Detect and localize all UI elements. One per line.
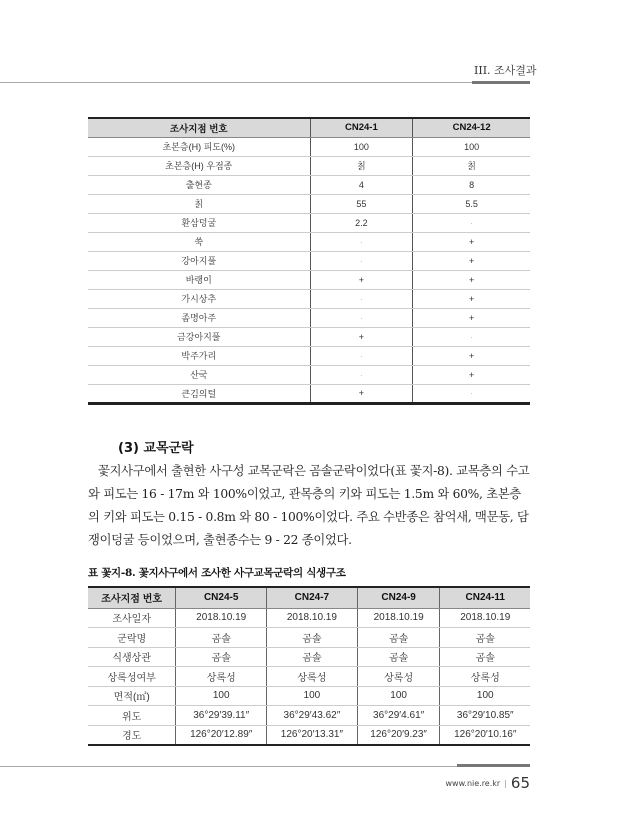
table-cell: + <box>310 384 413 403</box>
table-row <box>88 270 530 289</box>
table-cell: 55 <box>310 194 413 213</box>
table-cell: · <box>310 365 413 384</box>
table-cell: + <box>310 327 413 346</box>
header-rule-accent <box>472 81 530 84</box>
table-row <box>88 156 530 175</box>
row-label: 가시상추 <box>88 289 310 308</box>
table-row <box>88 308 530 327</box>
column-header: CN24-1 <box>310 118 413 137</box>
table-row <box>88 608 530 628</box>
table-caption: 표 꽃지-8. 꽃지사구에서 조사한 사구교목군락의 식생구조 <box>88 567 346 579</box>
table-row <box>88 289 530 308</box>
table-cell: 126°20′9.23″ <box>357 725 440 745</box>
table-cell: · <box>310 308 413 327</box>
table-cell: 4 <box>310 175 413 194</box>
row-label: 경도 <box>88 725 176 745</box>
column-header: CN24-9 <box>357 587 440 608</box>
table-cell: 2.2 <box>310 213 413 232</box>
table-row <box>88 194 530 213</box>
column-header: CN24-7 <box>267 587 358 608</box>
table-row <box>88 175 530 194</box>
table-header-row <box>88 587 530 608</box>
table-cell: 36°29′4.61″ <box>357 706 440 726</box>
column-header: CN24-5 <box>176 587 267 608</box>
table-cell: + <box>413 270 530 289</box>
footer-separator: | <box>504 778 507 788</box>
table-cell: + <box>413 346 530 365</box>
table-cell: 곰솔 <box>440 647 530 667</box>
table-cell: 36°29′10.85″ <box>440 706 530 726</box>
table-cell: · <box>413 327 530 346</box>
row-label: 바랭이 <box>88 270 310 289</box>
row-label: 금강아지풀 <box>88 327 310 346</box>
table-cell: · <box>310 251 413 270</box>
table-cell: 2018.10.19 <box>267 608 358 628</box>
table-cell: 상록성 <box>267 667 358 687</box>
table-cell: 100 <box>310 137 413 156</box>
table-cell: 2018.10.19 <box>176 608 267 628</box>
table-cell: + <box>413 289 530 308</box>
header-rule <box>0 82 530 83</box>
table-cell: + <box>310 270 413 289</box>
table-row <box>88 647 530 667</box>
table-row <box>88 667 530 687</box>
table-cell: 상록성 <box>357 667 440 687</box>
table-cell: 곰솔 <box>267 647 358 667</box>
table-cell: 곰솔 <box>267 628 358 648</box>
column-header: CN24-11 <box>440 587 530 608</box>
row-label: 식생상관 <box>88 647 176 667</box>
table-cell: 5.5 <box>413 194 530 213</box>
table-cell: 8 <box>413 175 530 194</box>
table-row <box>88 327 530 346</box>
row-label: 초본층(H) 우점종 <box>88 156 310 175</box>
table-cell: 곰솔 <box>440 628 530 648</box>
table-cell: 36°29′43.62″ <box>267 706 358 726</box>
table-cell: 칡 <box>310 156 413 175</box>
table-cell: · <box>310 232 413 251</box>
tree-community-table <box>88 586 530 746</box>
row-label: 초본층(H) 피도(%) <box>88 137 310 156</box>
table-cell: 곰솔 <box>357 647 440 667</box>
table-cell: + <box>413 232 530 251</box>
column-header: 조사지점 번호 <box>88 118 310 137</box>
row-label: 위도 <box>88 706 176 726</box>
table-cell: 100 <box>267 686 358 706</box>
column-header: CN24-12 <box>413 118 530 137</box>
table-cell: 상록성 <box>176 667 267 687</box>
page-number: 65 <box>510 774 530 792</box>
table-cell: · <box>310 289 413 308</box>
table-row <box>88 213 530 232</box>
footer-rule <box>0 766 530 767</box>
row-label: 쑥 <box>88 232 310 251</box>
table-row <box>88 706 530 726</box>
table-cell: 칡 <box>413 156 530 175</box>
table-row <box>88 384 530 403</box>
table-cell: 곰솔 <box>176 647 267 667</box>
table-row <box>88 346 530 365</box>
table-cell: 곰솔 <box>357 628 440 648</box>
table-cell: · <box>413 213 530 232</box>
row-label: 상록성여부 <box>88 667 176 687</box>
table-row <box>88 365 530 384</box>
table-cell: 곰솔 <box>176 628 267 648</box>
table-cell: 126°20′12.89″ <box>176 725 267 745</box>
table-cell: 2018.10.19 <box>357 608 440 628</box>
table-cell: 100 <box>413 137 530 156</box>
table-cell: 100 <box>176 686 267 706</box>
table-row <box>88 686 530 706</box>
table-cell: 2018.10.19 <box>440 608 530 628</box>
table-cell: + <box>413 251 530 270</box>
table-cell: + <box>413 365 530 384</box>
table-cell: · <box>310 346 413 365</box>
footer-rule-accent <box>457 764 530 767</box>
row-label: 환삼덩굴 <box>88 213 310 232</box>
row-label: 조사일자 <box>88 608 176 628</box>
row-label: 좀명아주 <box>88 308 310 327</box>
table-cell: + <box>413 308 530 327</box>
table-cell: · <box>413 384 530 403</box>
table-row <box>88 628 530 648</box>
table-row <box>88 251 530 270</box>
footer-url: www.nie.re.kr <box>445 778 501 788</box>
row-label: 출현종 <box>88 175 310 194</box>
running-header: III. 조사결과 <box>474 64 537 77</box>
table-cell: 100 <box>440 686 530 706</box>
row-label: 큰김의털 <box>88 384 310 403</box>
table-row <box>88 725 530 745</box>
section-heading: (3) 교목군락 <box>118 441 194 456</box>
herb-layer-table <box>88 117 530 405</box>
table-header-row <box>88 118 530 137</box>
row-label: 박주가리 <box>88 346 310 365</box>
column-header: 조사지점 번호 <box>88 587 176 608</box>
table-cell: 126°20′10.16″ <box>440 725 530 745</box>
table-cell: 36°29′39.11″ <box>176 706 267 726</box>
row-label: 산국 <box>88 365 310 384</box>
table-cell: 126°20′13.31″ <box>267 725 358 745</box>
table-cell: 100 <box>357 686 440 706</box>
row-label: 강아지풀 <box>88 251 310 270</box>
table-cell: 상록성 <box>440 667 530 687</box>
row-label: 면적(㎡) <box>88 686 176 706</box>
table-row <box>88 137 530 156</box>
row-label: 칡 <box>88 194 310 213</box>
table-row <box>88 232 530 251</box>
row-label: 군락명 <box>88 628 176 648</box>
footer <box>446 774 531 792</box>
body-paragraph: 꽃지사구에서 출현한 사구성 교목군락은 곰솔군락이었다(표 꽃지-8). 교목층의 수고와 피도는 16 - 17m 와 100%이었고, 관목층의 키와 피도는 1.5m 와 60%, 초본층의 키와 피도는 0.15 - 0.8m 와 80 - 100%이었다. 주요 수반종은 참억새, 맥문동, 담쟁이덩굴 등이었으며, 출현종수는 9 - 22 종이었다. <box>88 464 530 547</box>
